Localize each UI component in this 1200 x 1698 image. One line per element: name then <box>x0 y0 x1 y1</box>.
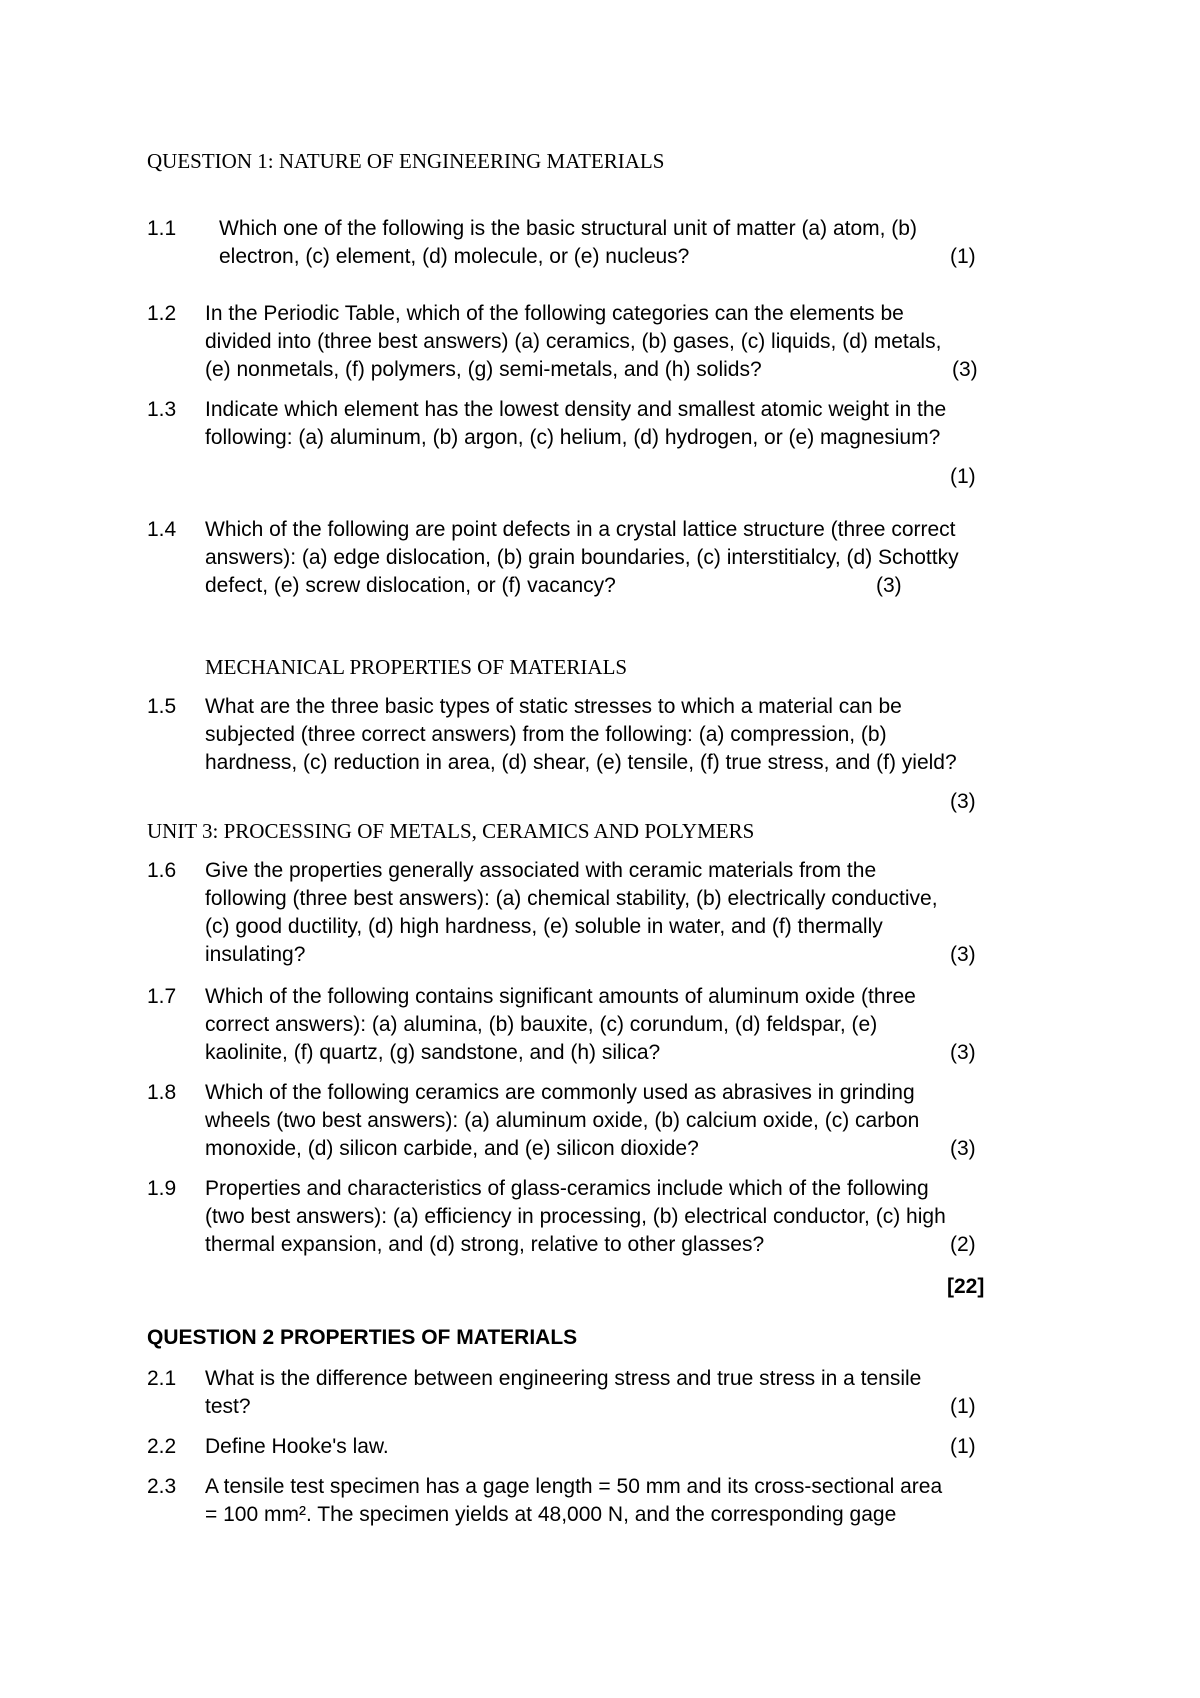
question-text <box>205 396 1065 452</box>
question-line: Which of the following ceramics are commonly used as abrasives in grinding <box>205 1081 915 1104</box>
section-2-heading: QUESTION 2 PROPERTIES OF MATERIALS <box>147 1326 578 1349</box>
question-marks: (1) <box>950 245 976 268</box>
question-line: correct answers): (a) alumina, (b) bauxite, (c) corundum, (d) feldspar, (e) <box>205 1013 878 1036</box>
question-text <box>205 857 1065 969</box>
question-number: 1.3 <box>147 398 177 421</box>
question-number: 1.7 <box>147 985 177 1008</box>
question-line: What are the three basic types of static stresses to which a material can be <box>205 695 902 718</box>
question-line: answers): (a) edge dislocation, (b) grain boundaries, (c) interstitialcy, (d) Schottky <box>205 546 959 569</box>
question-number: 1.2 <box>147 302 177 325</box>
question-line: Define Hooke's law. <box>205 1435 389 1458</box>
question-number: 2.1 <box>147 1367 177 1390</box>
question-line: Indicate which element has the lowest density and smallest atomic weight in the <box>205 398 947 421</box>
question-line: Which one of the following is the basic structural unit of matter (a) atom, (b) <box>219 217 917 240</box>
question-line: Which of the following are point defects in a crystal lattice structure (three correct <box>205 518 956 541</box>
question-number: 1.9 <box>147 1177 177 1200</box>
question-number: 1.5 <box>147 695 177 718</box>
question-text <box>205 516 1065 600</box>
question-line: Which of the following contains significant amounts of aluminum oxide (three <box>205 985 916 1008</box>
question-line: hardness, (c) reduction in area, (d) shear, (e) tensile, (f) true stress, and (f) yield? <box>205 751 957 774</box>
section-1-heading: QUESTION 1: NATURE OF ENGINEERING MATERIALS <box>147 149 665 173</box>
question-marks: (3) <box>950 790 976 813</box>
question-line: following: (a) aluminum, (b) argon, (c) helium, (d) hydrogen, or (e) magnesium? <box>205 426 941 449</box>
question-line: (c) good ductility, (d) high hardness, (e) soluble in water, and (f) thermally <box>205 915 883 938</box>
question-line: thermal expansion, and (d) strong, relative to other glasses? <box>205 1233 765 1256</box>
section-total-marks: [22] <box>947 1275 985 1298</box>
question-marks: (1) <box>950 1435 976 1458</box>
question-line: insulating? <box>205 943 306 966</box>
question-line: subjected (three correct answers) from the following: (a) compression, (b) <box>205 723 887 746</box>
question-marks: (3) <box>950 1041 976 1064</box>
mechanical-properties-heading: MECHANICAL PROPERTIES OF MATERIALS <box>205 655 628 679</box>
question-marks: (1) <box>950 1395 976 1418</box>
question-number: 1.4 <box>147 518 177 541</box>
question-line: monoxide, (d) silicon carbide, and (e) silicon dioxide? <box>205 1137 699 1160</box>
question-line: Give the properties generally associated with ceramic materials from the <box>205 859 877 882</box>
question-line: (e) nonmetals, (f) polymers, (g) semi-metals, and (h) solids? <box>205 358 762 381</box>
question-line: divided into (three best answers) (a) ceramics, (b) gases, (c) liquids, (d) metals, <box>205 330 942 353</box>
question-line: Properties and characteristics of glass-ceramics include which of the following <box>205 1177 929 1200</box>
question-marks: (1) <box>950 465 976 488</box>
question-line: What is the difference between engineering stress and true stress in a tensile <box>205 1367 922 1390</box>
question-text <box>205 300 1065 384</box>
unit-3-heading: UNIT 3: PROCESSING OF METALS, CERAMICS AND POLYMERS <box>147 819 755 843</box>
question-text <box>205 693 1065 777</box>
question-line: test? <box>205 1395 251 1418</box>
question-line: defect, (e) screw dislocation, or (f) vacancy? <box>205 574 616 597</box>
question-text <box>205 1433 1065 1461</box>
question-text <box>205 983 1065 1067</box>
question-number: 1.8 <box>147 1081 177 1104</box>
question-line: In the Periodic Table, which of the following categories can the elements be <box>205 302 904 325</box>
question-line: (two best answers): (a) efficiency in processing, (b) electrical conductor, (c) high <box>205 1205 946 1228</box>
question-text <box>205 1175 1065 1259</box>
question-text <box>205 1365 1065 1421</box>
question-marks: (3) <box>952 358 978 381</box>
question-text <box>205 1079 1065 1163</box>
question-number: 1.1 <box>147 217 177 240</box>
question-line: electron, (c) element, (d) molecule, or (e) nucleus? <box>219 245 690 268</box>
question-line: = 100 mm². The specimen yields at 48,000 N, and the corresponding gage <box>205 1503 897 1526</box>
question-marks: (3) <box>876 574 902 597</box>
question-marks: (3) <box>950 1137 976 1160</box>
question-line: following (three best answers): (a) chemical stability, (b) electrically conductive, <box>205 887 938 910</box>
question-marks: (2) <box>950 1233 976 1256</box>
question-number: 2.3 <box>147 1475 177 1498</box>
question-line: wheels (two best answers): (a) aluminum oxide, (b) calcium oxide, (c) carbon <box>205 1109 920 1132</box>
question-number: 2.2 <box>147 1435 177 1458</box>
question-number: 1.6 <box>147 859 177 882</box>
question-line: kaolinite, (f) quartz, (g) sandstone, and (h) silica? <box>205 1041 661 1064</box>
question-text <box>205 1473 1065 1529</box>
question-line: A tensile test specimen has a gage length = 50 mm and its cross-sectional area <box>205 1475 943 1498</box>
question-marks: (3) <box>950 943 976 966</box>
